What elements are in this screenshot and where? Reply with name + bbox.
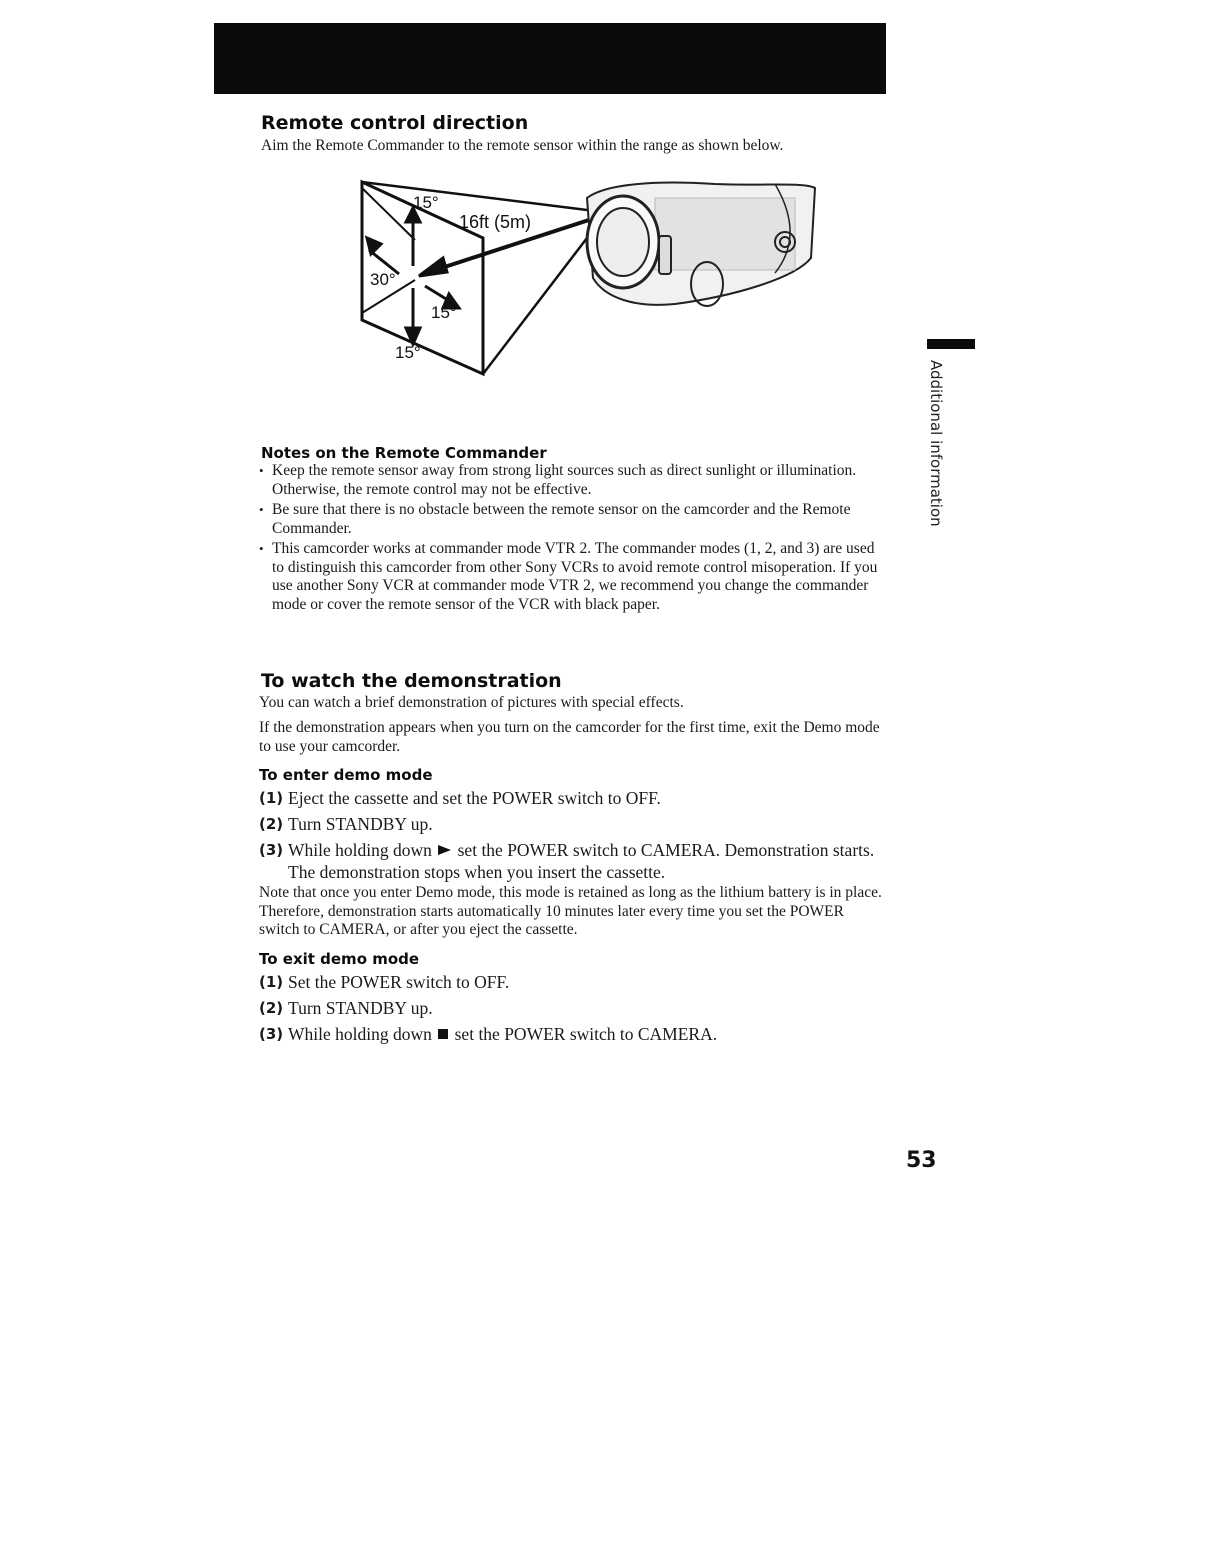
list-item: • This camcorder works at commander mode VTR 2. The commander modes (1, 2, and 3) are used to distinguish this camcorder from other Sony VCRs to avoid remote control misoperation. If you use another Sony VCR at commander mode VTR 2, we recommend you change the commander mode or cover the remote sensor of the VCR with black paper. [259,540,878,613]
section-tab-marker [927,339,975,349]
side-section-label: Additional information [927,360,945,527]
enter-demo-title: To enter demo mode [259,766,433,784]
list-item: • Keep the remote sensor away from strong light sources such as direct sunlight or illumination. Otherwise, the remote control may not be effective. [259,462,857,498]
list-item: (3) While holding down set the POWER switch to CAMERA. [259,1024,718,1044]
label-distance: 16ft (5m) [459,212,532,232]
remote-direction-intro: Aim the Remote Commander to the remote sensor within the range as shown below. [261,137,784,154]
notes-list [259,462,884,616]
section-title-remote-direction: Remote control direction [261,112,529,134]
play-icon [438,845,451,855]
notes-title: Notes on the Remote Commander [261,444,547,462]
camcorder-illustration [587,183,815,306]
section-title-demonstration: To watch the demonstration [261,670,562,692]
label-left-angle: 30° [370,270,396,289]
list-item: (3) While holding down set the POWER switch to CAMERA. Demonstration starts. The demonstration stops when you insert the cassette. [259,840,875,882]
stop-icon [438,1029,448,1039]
list-item: (1) Set the POWER switch to OFF. [259,972,510,992]
list-item: (1) Eject the cassette and set the POWER switch to OFF. [259,788,661,808]
demo-para-2: If the demonstration appears when you turn on the camcorder for the first time, exit the Demo mode to use your camcorder. [259,719,880,755]
label-bottom-angle: 15° [395,343,421,362]
remote-range-figure [355,178,825,378]
demo-para-1: You can watch a brief demonstration of pictures with special effects. [259,694,684,711]
exit-demo-steps [259,971,884,1049]
label-inner-angle: 15° [431,303,457,322]
enter-demo-steps [259,787,884,887]
list-item: • Be sure that there is no obstacle between the remote sensor on the camcorder and the Remote Commander. [259,501,851,537]
list-item: (2) Turn STANDBY up. [259,814,433,834]
page-number: 53 [906,1148,937,1173]
exit-demo-title: To exit demo mode [259,950,420,968]
header-bar [214,23,886,94]
list-item: (2) Turn STANDBY up. [259,998,433,1018]
label-top-angle: 15° [413,193,439,212]
demo-mode-note: Note that once you enter Demo mode, this mode is retained as long as the lithium battery is in place. Therefore, demonstration starts automatically 10 minutes later every time you set the POWER switch to CAMERA, or after you eject the cassette. [259,884,882,938]
